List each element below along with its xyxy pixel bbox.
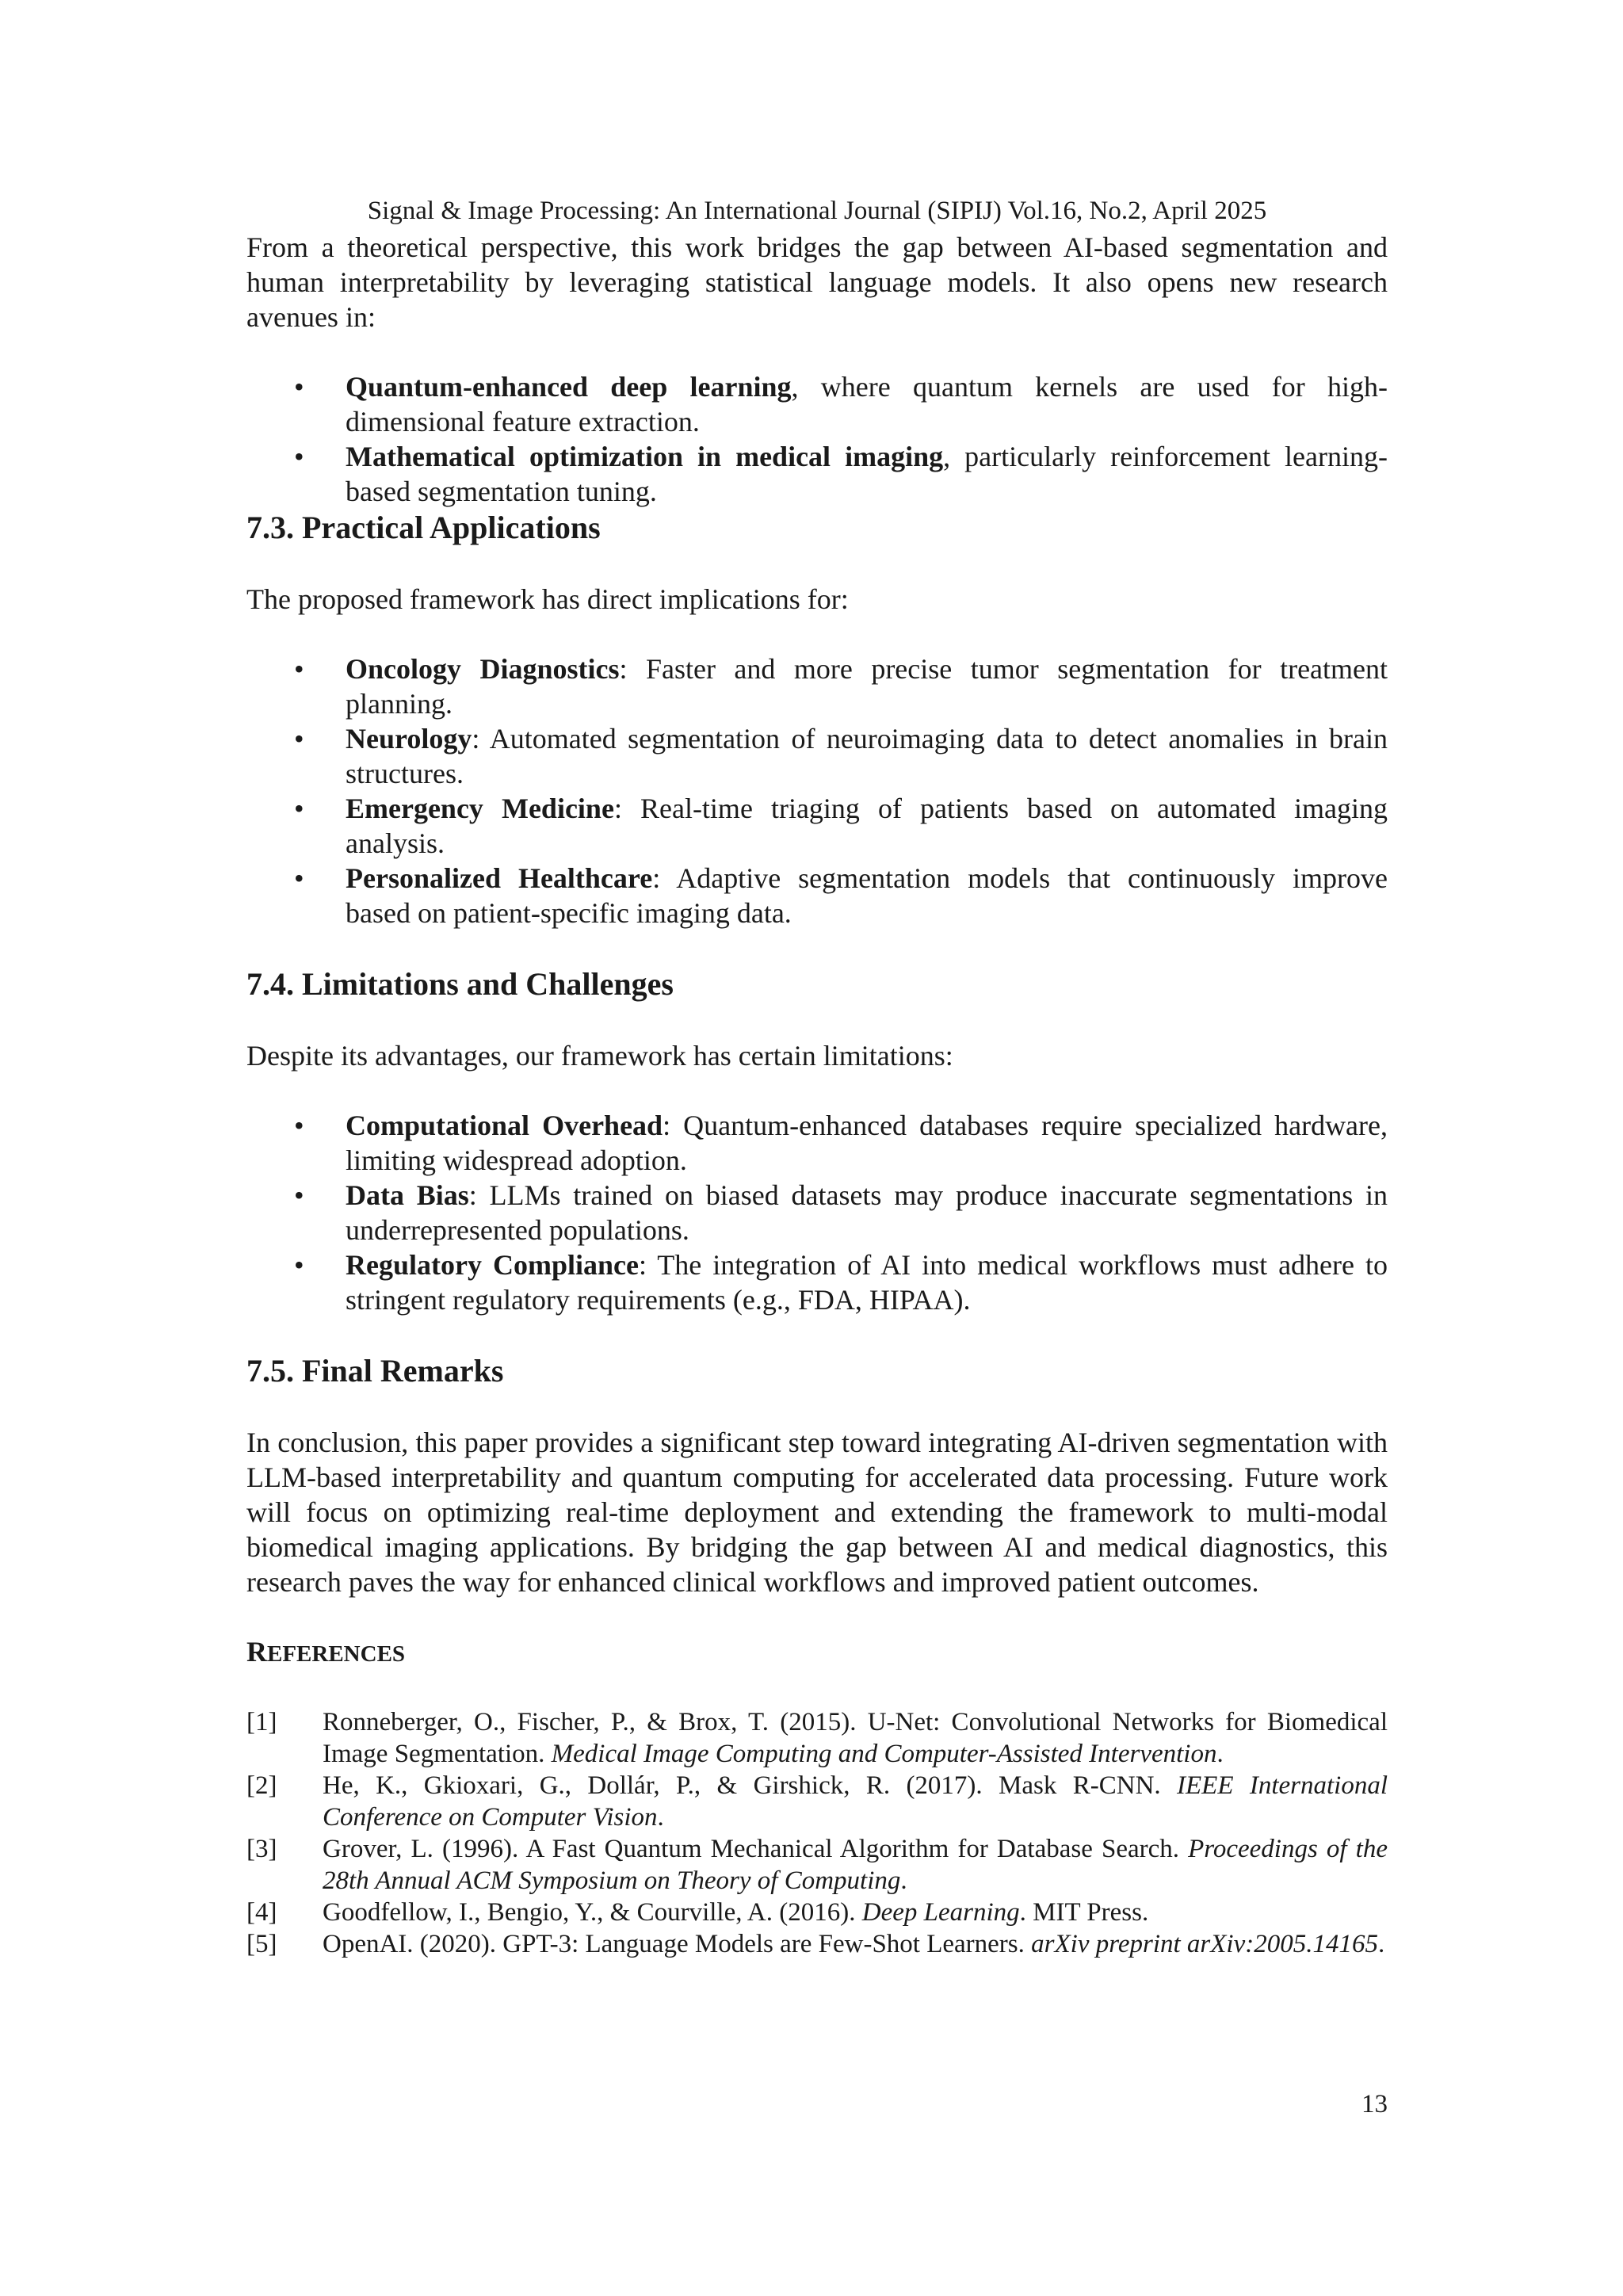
bullet-icon: • [294,1249,304,1281]
reference-venue: arXiv preprint arXiv:2005.14165 [1031,1930,1378,1958]
bullet-term: Mathematical optimization in medical imaging [346,441,944,472]
list-item [246,861,1388,930]
reference-tail: . [657,1803,664,1832]
reference-number: [3] [246,1835,277,1863]
reference-number: [1] [246,1708,277,1736]
bullet-term: Computational Overhead [346,1110,663,1141]
reference-venue: Medical Image Computing and Computer-Assisted Intervention [551,1740,1217,1768]
bullet-text: : Real-time triaging of patients based on automated imaging analysis. [346,793,1388,859]
bullet-icon: • [294,793,304,824]
reference-tail: . [900,1866,907,1895]
section-heading-7-4: 7.4. Limitations and Challenges [246,966,674,1002]
bullet-icon: • [294,371,304,403]
bullet-text: : Faster and more precise tumor segmentation for treatment planning. [346,653,1388,720]
reference-item [246,1897,1388,1928]
bullet-icon: • [294,1110,304,1141]
bullet-term: Quantum-enhanced deep learning [346,371,792,403]
page-number: 13 [1361,2090,1388,2118]
reference-tail: . [1216,1740,1224,1768]
bullet-term: Emergency Medicine [346,793,614,824]
intro-paragraph: From a theoretical perspective, this work bridges the gap between AI-based segmentation and human interpretability by leveraging statistical language models. It also opens new research avenues in: [246,231,1388,333]
bullet-term: Regulatory Compliance [346,1249,639,1281]
reference-item [246,1833,1388,1897]
bullet-term: Oncology Diagnostics [346,653,620,685]
running-head: Signal & Image Processing: An International Journal (SIPIJ) Vol.16, No.2, April 2025 [367,197,1267,225]
list-item [246,721,1388,791]
section-heading-7-5: 7.5. Final Remarks [246,1353,504,1389]
list-item [246,651,1388,721]
final-remarks-paragraph: In conclusion, this paper provides a significant step toward integrating AI-driven segmentation with LLM-based interpretability and quantum computing for accelerated data processing. Future work will focus on optimizing real-time deployment and extending the framework to multi-modal biomedical imaging applications. By bridging the gap between AI and medical diagnostics, this research paves the way for enhanced clinical workflows and improved patient outcomes. [246,1427,1388,1598]
main-content [246,230,1388,1960]
bullet-text: : The integration of AI into medical workflows must adhere to stringent regulatory requirements (e.g., FDA, HIPAA). [346,1249,1388,1316]
reference-text: Grover, L. (1996). A Fast Quantum Mechanical Algorithm for Database Search. [323,1835,1189,1863]
limitations-bullet-list [246,1108,1388,1317]
bullet-term: Personalized Healthcare [346,862,653,894]
bullet-icon: • [294,653,304,685]
reference-number: [4] [246,1898,277,1927]
section-7-4-lead: Despite its advantages, our framework has certain limitations: [246,1040,953,1072]
references-heading-rest: EFERENCES [267,1641,406,1667]
list-item [246,791,1388,861]
reference-venue: IEEE International Conference on Computer Vision [323,1771,1388,1832]
bullet-text: , particularly reinforcement learning-based segmentation tuning. [346,441,1388,507]
bullet-text: : LLMs trained on biased datasets may produce inaccurate segmentations in underrepresented populations. [346,1179,1388,1246]
section-heading-7-3: 7.3. Practical Applications [246,510,601,545]
intro-bullet-list [246,369,1388,509]
references-heading [246,1634,1388,1671]
list-item [246,1178,1388,1247]
reference-text: OpenAI. (2020). GPT-3: Language Models are Few-Shot Learners. [323,1930,1032,1958]
reference-item [246,1770,1388,1833]
list-item [246,1247,1388,1317]
bullet-icon: • [294,723,304,755]
references-heading-initial: R [246,1636,267,1668]
reference-number: [5] [246,1930,277,1958]
reference-item [246,1928,1388,1960]
bullet-text: : Quantum-enhanced databases require specialized hardware, limiting widespread adoption. [346,1110,1388,1176]
bullet-term: Data Bias [346,1179,469,1211]
list-item [246,1108,1388,1178]
applications-bullet-list [246,651,1388,930]
reference-venue: Proceedings of the 28th Annual ACM Symposium on Theory of Computing [323,1835,1388,1895]
section-7-3-lead: The proposed framework has direct implications for: [246,583,849,615]
reference-tail: . MIT Press. [1019,1898,1149,1927]
reference-venue: Deep Learning [861,1898,1020,1927]
list-item [246,439,1388,509]
bullet-text: : Adaptive segmentation models that continuously improve based on patient-specific imaging data. [346,862,1388,929]
reference-tail: . [1377,1930,1385,1958]
reference-list [246,1706,1388,1960]
reference-text: Goodfellow, I., Bengio, Y., & Courville, A. (2016). [323,1898,862,1927]
bullet-icon: • [294,1179,304,1211]
list-item [246,369,1388,439]
bullet-icon: • [294,862,304,894]
reference-text: He, K., Gkioxari, G., Dollár, P., & Girshick, R. (2017). Mask R-CNN. [323,1771,1178,1800]
bullet-icon: • [294,441,304,472]
reference-number: [2] [246,1771,277,1800]
bullet-text: : Automated segmentation of neuroimaging data to detect anomalies in brain structures. [346,723,1388,789]
reference-item [246,1706,1388,1770]
bullet-text: , where quantum kernels are used for high-dimensional feature extraction. [346,371,1388,437]
bullet-term: Neurology [346,723,472,755]
reference-text: Ronneberger, O., Fischer, P., & Brox, T. (2015). U-Net: Convolutional Networks for Biomedical Image Segmentation. [323,1708,1388,1768]
